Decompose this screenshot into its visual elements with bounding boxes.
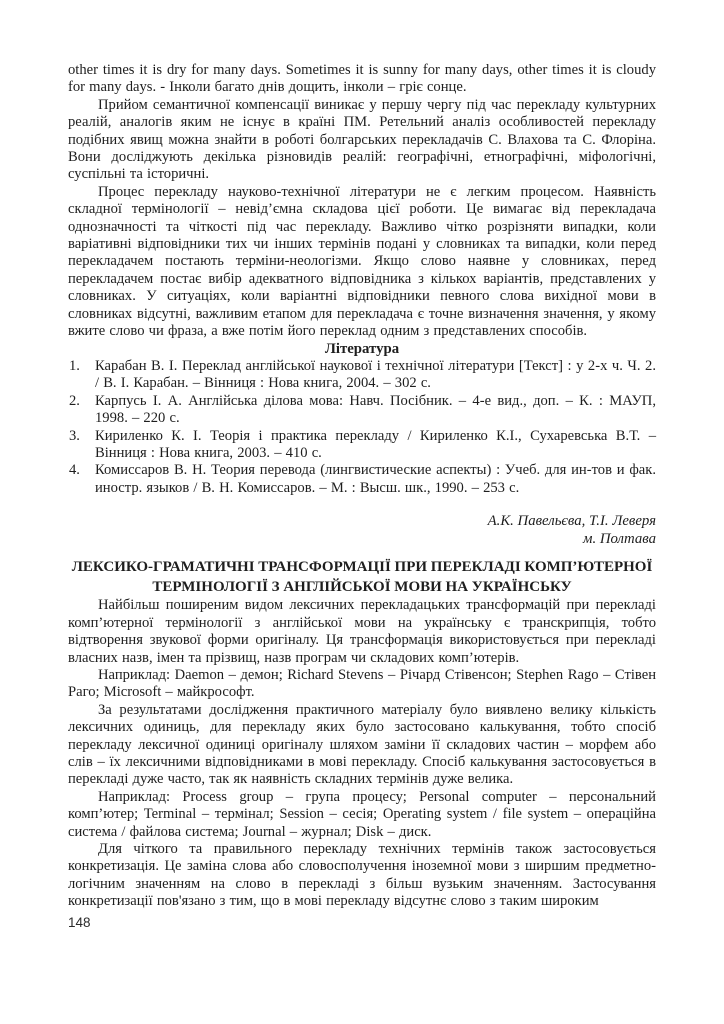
text-column <box>68 62 656 911</box>
article-body <box>68 597 656 910</box>
article-paragraph: Наприклад: Process group – група процесу; Personal computer – персональний комп’ютер; Terminal – термінал; Session – сесія; Operating system / file system – операційна система / файлова система; Journal – журнал; Disk – диск. <box>68 788 656 840</box>
page-number: 148 <box>68 915 91 930</box>
literature-heading: Література <box>324 340 400 357</box>
body-paragraph: Процес перекладу науково-технічної літератури не є легким процесом. Наявність складної термінології – невід’ємна складова цієї роботи. Це вимагає від перекладача однозначності та чіткості під час перекладу. Важливо чітко розрізняти випадки, коли варіативні відповідники тих чи інших термінів подані у словниках та випадки, коли перед перекладачем постають терміни-неологізми. Якщо слово наявне у словниках, перед перекладачем постає вибір адекватного відповідника з кількох варіантів, представлених у словниках. У ситуаціях, коли варіантні відповідники певного слова вихідної мови в словниках відсутні, важливим етапом для перекладача є точне визначення значення, у якому вжите слово чи фраза, а вже потім його переклад одним з представлених способів. <box>68 183 656 340</box>
authors-block <box>68 513 656 548</box>
reference-item <box>68 462 656 497</box>
reference-text: Карпусь І. А. Англійська ділова мова: Навч. Посібник. – 4-е вид., доп. – К. : МАУП, 1998. – 220 с. <box>95 392 656 427</box>
body-paragraph: Прийом семантичної компенсації виникає у першу чергу під час перекладу культурних реалій, аналогів яким не існує в країні ПМ. Ретельний аналіз особливостей перекладу подібних явищ можна знайти в роботі болгарських перекладачів С. Влахова та С. Флоріна. Вони досліджують декілька різновидів реалій: географічні, етнографічні, міфологічні, суспільні та історичні. <box>68 96 656 183</box>
article-paragraph: За результатами дослідження практичного матеріалу було виявлено велику кількість лексичних одиниць, для перекладу яких було застосовано калькування, тобто спосіб перекладу лексичної одиниці оригіналу шляхом заміни її складових частин – морфем або слів – їх лексичними відповідниками в мові перекладу. Спосіб калькування застосовується в перекладі дуже часто, так як наявність складних термінів дуже велика. <box>68 701 656 788</box>
reference-text: Комиссаров В. Н. Теория перевода (лингвистические аспекты) : Учеб. для ин-тов и фак. иностр. языков / В. Н. Комиссаров. – М. : Высш. шк., 1990. – 253 с. <box>95 462 656 496</box>
article-paragraph: Наприклад: Daemon – демон; Richard Stevens – Річард Стівенсон; Stephen Rago – Стівен Раго; Microsoft – майкрософт. <box>68 666 656 701</box>
reference-text: Кириленко К. І. Теорія і практика перекладу / Кириленко К.І., Сухаревська В.Т. – Вінниця : Нова книга, 2003. – 410 с. <box>95 427 656 461</box>
reference-number: 4. <box>69 462 80 479</box>
article-paragraph: Найбільш поширеним видом лексичних перекладацьких трансформацій при перекладі комп’ютерної термінології з англійської мови на українську є транскрипція, тобто відтворення звукової форми оригіналу. Ця трансформація використовується при перекладі власних назв, імен та прізвищ, назв програм чи складових комп’ютерів. <box>68 597 656 666</box>
reference-item <box>68 358 656 393</box>
article-title: ЛЕКСИКО-ГРАМАТИЧНІ ТРАНСФОРМАЦІЇ ПРИ ПЕРЕКЛАДІ КОМП’ЮТЕРНОЇ ТЕРМІНОЛОГІЇ З АНГЛІЙСЬКОЇ МОВИ НА УКРАЇНСЬКУ <box>71 559 653 595</box>
article-paragraph: Для чіткого та правильного перекладу технічних термінів також застосовується конкретизація. Це заміна слова або словосполучення іноземної мови з ширшим предметно-логічним значенням на слово в перекладі з більш вузьким значенням. Застосування конкретизації пов'язано з тим, що в мові перекладу відсутнє слово з таким широким <box>68 841 656 910</box>
reference-number: 3. <box>69 427 80 444</box>
reference-text: Карабан В. І. Переклад англійської наукової і технічної літератури [Текст] : у 2-х ч. Ч. 2. / В. І. Карабан. – Вінниця : Нова книга, 2004. – 302 с. <box>95 357 656 392</box>
reference-number: 2. <box>69 392 80 409</box>
authors-names: А.К. Павельєва, Т.І. Леверя <box>487 513 656 530</box>
reference-list <box>68 358 656 497</box>
authors-city: м. Полтава <box>583 530 656 547</box>
reference-item <box>68 428 656 463</box>
reference-number: 1. <box>69 357 80 374</box>
body-paragraph: other times it is dry for many days. Sometimes it is sunny for many days, other times it is cloudy for many days. - Інколи багато днів дощить, інколи – гріє сонце. <box>68 62 656 96</box>
reference-item <box>68 393 656 428</box>
intro-section <box>68 62 656 341</box>
